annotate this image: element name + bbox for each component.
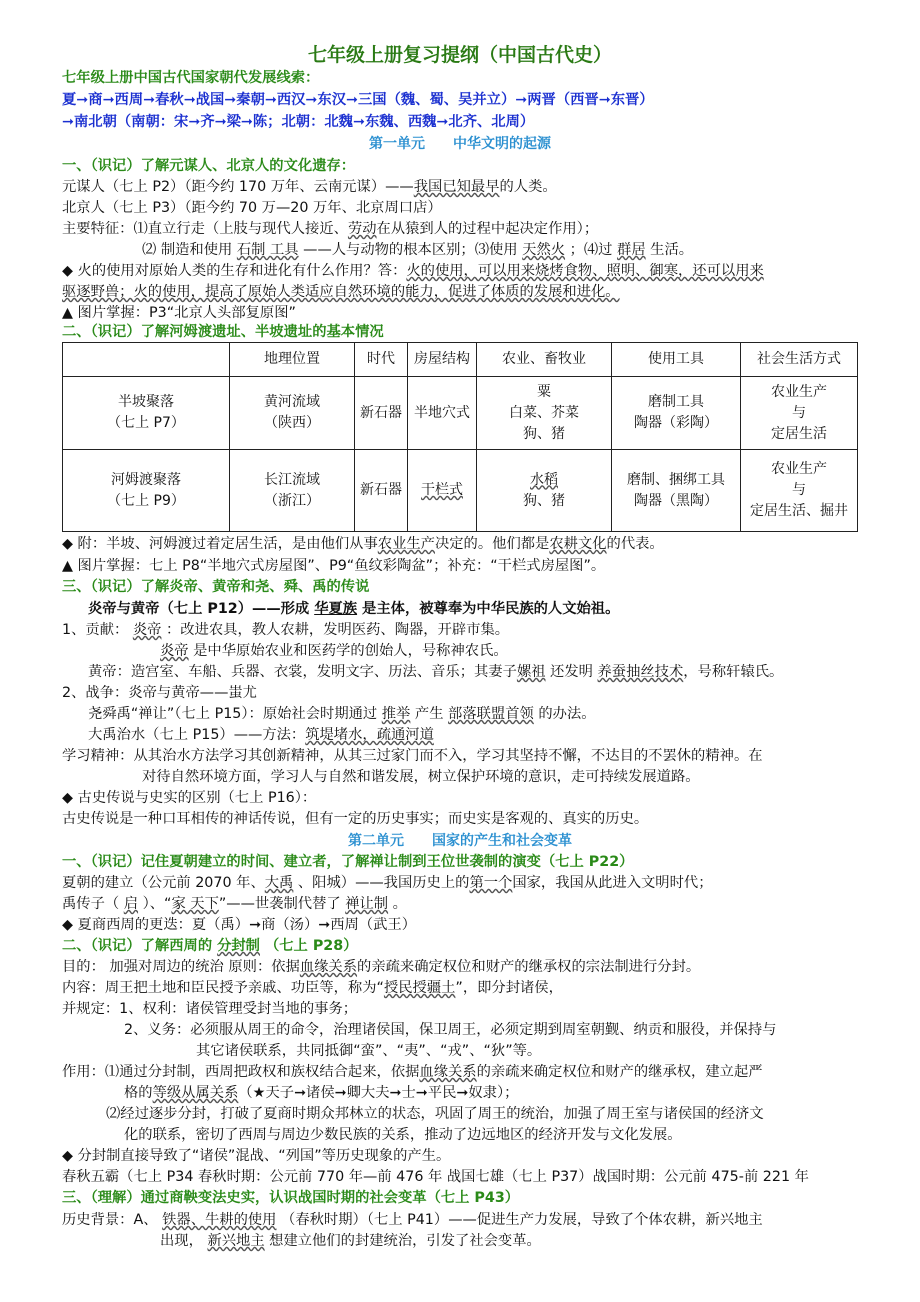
blank-answer: 部落联盟首领 bbox=[448, 706, 534, 722]
blank-answer: 嫘祖 bbox=[516, 664, 546, 680]
settlement-table bbox=[62, 342, 858, 532]
blank-answer: 等级从属关系 bbox=[152, 1085, 239, 1101]
fire-question-line-2 bbox=[62, 282, 620, 302]
effect-line-3: ⑵经过逐步分封，打破了夏商时期众邦林立的状态，巩固了周王的统治，加强了周王室与诸侯国的经济文 bbox=[106, 1106, 764, 1122]
blank-answer: 分封制 bbox=[217, 938, 260, 954]
table-header-row bbox=[63, 343, 858, 377]
settlement-note: ◆ 附：半坡、河姆渡过着定居生活，是由他们从事农业生产决定的。他们都是农耕文化的代表。 bbox=[62, 536, 664, 552]
dynasty-clue-line-2: ➞南北朝（南朝：宋➞齐➞梁➞陈；北朝：北魏➞东魏、西魏➞北齐、北周） bbox=[62, 114, 535, 130]
war-line: 2、战争：炎帝与黄帝——蚩尤 bbox=[62, 685, 257, 701]
table-cell: 水稻 狗、猪 bbox=[477, 450, 612, 532]
u1-section-3-heading: 三、（识记）了解炎帝、黄帝和尧、舜、禹的传说 bbox=[62, 579, 370, 595]
table-header-cell: 地理位置 bbox=[230, 343, 355, 377]
blank-answer: 启 bbox=[123, 896, 139, 912]
table-cell: 黄河流域 （陕西） bbox=[230, 377, 355, 450]
rule-line-1: 并规定：1、权利：诸侯管理受封当地的事务； bbox=[62, 1001, 358, 1017]
legend-answer: 古史传说是一种口耳相传的神话传说，但有一定的历史事实；而史实是客观的、真实的历史。 bbox=[62, 811, 649, 827]
huangdi-line: 黄帝：造宫室、车船、兵器、衣裳，发明文字、历法、音乐；其妻子嫘祖 还发明 养蚕抽丝技术，号称轩辕氏。 bbox=[88, 664, 784, 680]
blank-answer: 群居 bbox=[617, 242, 646, 258]
fire-question-line-1: ◆ 火的使用对原始人类的生存和进化有什么作用？答：火的使用，可以用来烧烤食物、照明、御寒，还可以用来 bbox=[62, 263, 764, 279]
blank-answer: 天然火 bbox=[522, 242, 566, 258]
rule-line-3: 其它诸侯联系，共同抵御“蛮”、“夷”、“戎”、“狄”等。 bbox=[196, 1043, 542, 1059]
dynasty-clue-heading: 七年级上册中国古代国家朝代发展线索： bbox=[62, 70, 320, 86]
blank-answer: 炎帝 bbox=[132, 622, 162, 638]
table-cell: 新石器 bbox=[355, 377, 408, 450]
spirit-line-1: 学习精神：从其治水方法学习其创新精神，从其三过家门而不入，学习其坚持不懈，不达目的不罢休的精神。在 bbox=[62, 748, 763, 764]
yu-line: 禹传子（ 启 ）、“家 天下”——世袭制代替了 禅让制 。 bbox=[62, 896, 407, 912]
table-header-cell: 社会生活方式 bbox=[741, 343, 858, 377]
shanrang-line: 尧舜禹“禅让”（七上 P15）：原始社会时期通过 推举 产生 部落联盟首领 的办法。 bbox=[88, 706, 596, 722]
table-cell: 粟 白菜、芥菜 狗、猪 bbox=[477, 377, 612, 450]
yuanmou-line: 元谋人（七上 P2）（距今约 170 万年、云南元谋）——我国已知最早的人类。 bbox=[62, 179, 557, 195]
beijing-man-line: 北京人（七上 P3）（距今约 70 万—20 万年、北京周口店） bbox=[62, 200, 442, 216]
figure-note-2: ▲ 图片掌握：七上 P8“半地穴式房屋图”、P9“鱼纹彩陶盆”；补充：“干栏式房屋图”。 bbox=[62, 558, 606, 574]
blank-answer: 炎帝 bbox=[160, 643, 189, 659]
table-header-cell bbox=[63, 343, 230, 377]
unit-2-title: 第二单元 国家的产生和社会变革 bbox=[348, 833, 572, 849]
table-cell: 河姆渡聚落 （七上 P9） bbox=[63, 450, 230, 532]
effect-line-1: 作用：⑴通过分封制，西周把政权和族权结合起来，依据血缘关系的亲疏来确定权位和财产的继承权，建立起严 bbox=[62, 1064, 763, 1080]
dynasty-change-line: ◆ 夏商西周的更迭：夏（禹）➞商（汤）➞西周（武王） bbox=[62, 917, 417, 933]
table-row bbox=[63, 450, 858, 532]
content-line: 内容：周王把土地和臣民授予亲戚、功臣等，称为“授民授疆土”，即分封诸侯， bbox=[62, 980, 563, 996]
blank-answer: 养蚕抽丝技术 bbox=[597, 664, 684, 680]
blank-answer: 血缘关系 bbox=[299, 959, 358, 975]
blank-answer: 农业生产 bbox=[377, 536, 435, 552]
page-title: 七年级上册复习提纲（中国古代史） bbox=[307, 44, 612, 66]
u1-section-1-heading: 一、（识记）了解元谋人、北京人的文化遗存： bbox=[62, 158, 356, 174]
dayu-line: 大禹治水（七上 P15）——方法：筑堤堵水，疏通河道 bbox=[88, 727, 434, 743]
table-cell: 新石器 bbox=[355, 450, 408, 532]
background-line-2: 出现， 新兴地主 想建立他们的封建统治，引发了社会变革。 bbox=[160, 1233, 541, 1249]
table-header-cell: 时代 bbox=[355, 343, 408, 377]
table-header-cell: 农业、畜牧业 bbox=[477, 343, 612, 377]
table-cell: 半地穴式 bbox=[408, 377, 477, 450]
table-header-cell: 房屋结构 bbox=[408, 343, 477, 377]
table-header-cell: 使用工具 bbox=[612, 343, 741, 377]
blank-answer: 新兴地主 bbox=[207, 1233, 265, 1249]
contribution-line-2: 炎帝 是中华原始农业和医药学的创始人，号称神农氏。 bbox=[160, 643, 508, 659]
blank-answer: 血缘关系 bbox=[419, 1064, 477, 1080]
features-line-1: 主要特征：⑴直立行走（上肢与现代人接近、劳动在从猿到人的过程中起决定作用）； bbox=[62, 221, 599, 237]
blank-answer: 石制 工具 bbox=[236, 242, 299, 258]
features-line-2: ⑵ 制造和使用 石制 工具 ——人与动物的根本区别；⑶使用 天然火 ；⑷过 群居 生活。 bbox=[142, 242, 694, 258]
blank-answer: 大禹 bbox=[264, 875, 294, 891]
figure-note-1: ▲ 图片掌握：P3“北京人头部复原图” bbox=[62, 305, 296, 321]
legend-question: ◆ 古史传说与史实的区别（七上 P16）： bbox=[62, 790, 317, 806]
table-cell: 农业生产 与 定居生活 bbox=[741, 377, 858, 450]
blank-answer: 推举 bbox=[381, 706, 411, 722]
unit-1-title: 第一单元 中华文明的起源 bbox=[369, 136, 551, 152]
contribution-line-1: 1、贡献： 炎帝 ：改进农具，教人农耕，发明医药、陶器，开辟市集。 bbox=[62, 622, 510, 638]
blank-answer: 我国已知最早 bbox=[413, 179, 500, 195]
blank-answer: 铁器、牛耕的使用 bbox=[162, 1212, 277, 1228]
table-cell: 干栏式 bbox=[408, 450, 477, 532]
effect-line-5: ◆ 分封制直接导致了“诸侯”混战、“列国”等历史现象的产生。 bbox=[62, 1148, 451, 1164]
blank-answer: 第一个 bbox=[469, 875, 513, 891]
background-line-1: 历史背景：A、 铁器、牛耕的使用 （春秋时期）（七上 P41）——促进生产力发展，导致了个体农耕，新兴地主 bbox=[62, 1212, 763, 1228]
table-row bbox=[63, 377, 858, 450]
blank-answer: 筑堤堵水，疏通河道 bbox=[305, 727, 434, 743]
blank-answer: 授民授疆土 bbox=[383, 980, 456, 996]
aim-line: 目的： 加强对周边的统治 原则：依据血缘关系的亲疏来确定权位和财产的继承权的宗法制进行分封。 bbox=[62, 959, 701, 975]
rule-line-2: 2、义务：必须服从周王的命令，治理诸侯国，保卫周王，必须定期到周室朝觐、纳贡和服役，并保持与 bbox=[124, 1022, 777, 1038]
effect-line-2: 格的等级从属关系（★天子➞诸侯➞卿大夫➞士➞平民➞奴隶）； bbox=[124, 1085, 519, 1101]
xia-line: 夏朝的建立（公元前 2070 年、大禹 、阳城）——我国历史上的第一个国家，我国从此进入文明时代； bbox=[62, 875, 713, 891]
u2-section-2-heading: 二、（识记）了解西周的 分封制 （七上 P28） bbox=[62, 938, 358, 954]
spirit-line-2: 对待自然环境方面，学习人与自然和谐发展，树立保护环境的意识，走可持续发展道路。 bbox=[142, 769, 700, 785]
blank-answer: 华夏族 bbox=[314, 601, 358, 617]
table-cell: 长江流域 （浙江） bbox=[230, 450, 355, 532]
blank-answer: 禅让制 bbox=[345, 896, 389, 912]
blank-answer: 火的使用，可以用来烧烤食物、照明、御寒，还可以用来 bbox=[406, 263, 764, 279]
blank-answer: 驱逐野兽；火的使用，提高了原始人类适应自然环境的能力，促进了体质的发展和进化。 bbox=[62, 284, 620, 300]
u2-section-1-heading: 一、（识记）记住夏朝建立的时间、建立者，了解禅让制到王位世袭制的演变（七上 P22） bbox=[62, 854, 634, 870]
table-cell: 磨制工具 陶器（彩陶） bbox=[612, 377, 741, 450]
blank-answer: 农耕文化 bbox=[549, 536, 607, 552]
table-cell: 农业生产 与 定居生活、掘井 bbox=[741, 450, 858, 532]
effect-line-4: 化的联系，密切了西周与周边少数民族的关系，推动了边远地区的经济开发与文化发展。 bbox=[124, 1127, 682, 1143]
yan-huang-line: 炎帝与黄帝（七上 P12）——形成 华夏族 是主体，被尊奉为中华民族的人文始祖。 bbox=[88, 601, 620, 617]
blank-answer: 家 天下 bbox=[171, 896, 219, 912]
chunqiu-line: 春秋五霸（七上 P34 春秋时期：公元前 770 年—前 476 年 战国七雄（七上 P37）战国时期：公元前 475-前 221 年 bbox=[62, 1169, 809, 1185]
u1-section-2-heading: 二、（识记）了解河姆渡遗址、半坡遗址的基本情况 bbox=[62, 324, 384, 340]
blank-answer: 劳动 bbox=[347, 221, 377, 237]
table-cell: 半坡聚落 （七上 P7） bbox=[63, 377, 230, 450]
u2-section-3-heading: 三、（理解）通过商鞅变法史实，认识战国时期的社会变革（七上 P43） bbox=[62, 1190, 520, 1206]
table-cell: 磨制、捆绑工具 陶器（黑陶） bbox=[612, 450, 741, 532]
dynasty-clue-line-1: 夏➞商➞西周➞春秋➞战国➞秦朝➞西汉➞东汉➞三国（魏、蜀、吴并立）➞两晋（西晋➞东晋） bbox=[62, 92, 654, 108]
